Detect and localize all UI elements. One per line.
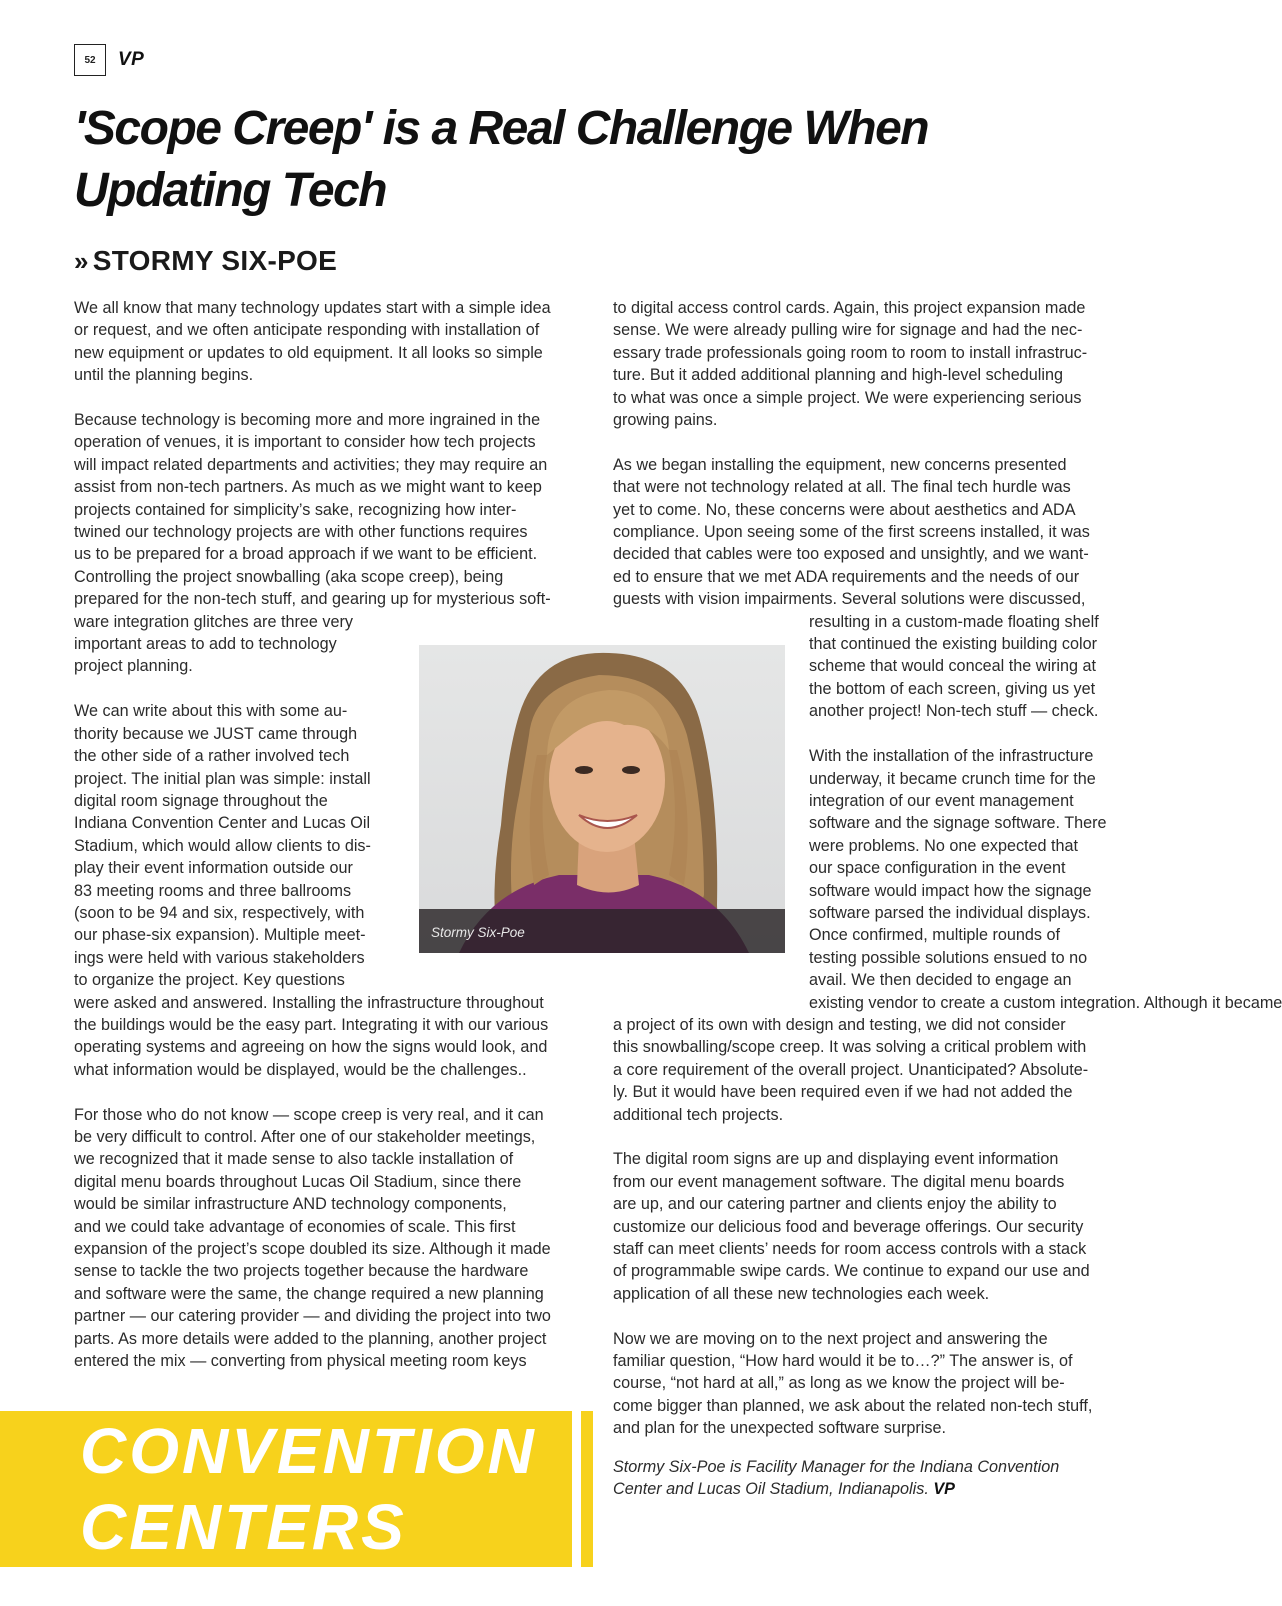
paragraph [74,409,551,678]
headline-line-1: 'Scope Creep' is a Real Challenge When [74,102,929,155]
text-line: and software were the same, the change required a new planning [74,1284,544,1303]
text-line: parts. As more details were added to the planning, another project [74,1329,547,1348]
text-line: twined our technology projects are with other functions requires [74,523,528,542]
text-line: to what was once a simple project. We were experiencing serious [613,388,1082,407]
text-line: staff can meet clients’ needs for room access controls with a stack [613,1240,1087,1259]
text-line: important areas to add to technology [74,635,337,654]
text-line: digital room signage throughout the [74,791,328,810]
paragraph [613,1148,1282,1305]
text-line: underway, it became crunch time for the [809,769,1096,788]
bio-line-text: Center and Lucas Oil Stadium, Indianapolis. [613,1480,929,1499]
text-line: our space configuration in the event [809,859,1066,878]
text-line: Controlling the project snowballing (aka scope creep), being [74,567,504,586]
bio-signoff: VP [933,1480,955,1499]
page-number: 52 [74,44,106,76]
text-line: the buildings would be the easy part. Integrating it with our various [74,1015,549,1034]
text-line: For those who do not know — scope creep is very real, and it can [74,1105,544,1124]
text-line: ed to ensure that we met ADA requirements and the needs of our [613,567,1080,586]
paragraph [613,297,1282,431]
text-line: the bottom of each screen, giving us yet [809,679,1096,698]
text-line: integration of our event management [809,791,1074,810]
text-line: Because technology is becoming more and more ingrained in the [74,411,541,430]
text-line: the other side of a rather involved tech [74,747,350,766]
text-line: and we could take advantage of economies of scale. This first [74,1217,516,1236]
text-line: course, “not hard at all,” as long as we know the project will be- [613,1374,1065,1393]
text-line: ture. But it added additional planning and high-level scheduling [613,366,1063,385]
text-line: As we began installing the equipment, new concerns presented [613,455,1067,474]
author-name: STORMY SIX-POE [92,245,338,276]
text-line: additional tech projects. [613,1105,784,1124]
text-line: resulting in a custom-made floating shelf [809,612,1099,631]
text-line: us to be prepared for a broad approach if we want to be efficient. [74,545,538,564]
text-line: ly. But it would have been required even if we had not added the [613,1083,1073,1102]
text-line: entered the mix — converting from physical meeting room keys [74,1352,527,1371]
author-photo [419,645,785,953]
text-line: ware integration glitches are three very [74,612,353,631]
text-line: expansion of the project’s scope doubled its size. Although it made [74,1240,551,1259]
text-line: sense. We were already pulling wire for signage and had the nec- [613,321,1083,340]
text-line: essary trade professionals going room to room to install infrastruc- [613,343,1088,362]
text-line: digital menu boards throughout Lucas Oil Stadium, since there [74,1172,522,1191]
text-line: would be similar infrastructure AND technology components, [74,1195,507,1214]
text-line: guests with vision impairments. Several solutions were discussed, [613,590,1086,609]
text-line: 83 meeting rooms and three ballrooms [74,881,352,900]
text-line: thority because we JUST came through [74,724,358,743]
text-line: Stadium, which would allow clients to dis- [74,836,371,855]
text-line: familiar question, “How hard would it be to…?” The answer is, of [613,1352,1073,1371]
text-line: Once confirmed, multiple rounds of [809,926,1061,945]
text-line: software and the signage software. There [809,814,1107,833]
text-line: were problems. No one expected that [809,836,1079,855]
text-line: that continued the existing building color [809,635,1097,654]
author-byline [74,245,337,277]
paragraph [613,1328,1282,1440]
paragraph [74,1104,551,1373]
text-line: what information would be displayed, would be the challenges.. [74,1060,527,1079]
article-headline [74,98,1134,222]
text-line: will impact related departments and activities; they may require an [74,455,548,474]
magazine-logo: VP [118,49,145,70]
text-line: growing pains. [613,411,718,430]
text-line: play their event information outside our [74,859,353,878]
text-line: of programmable swipe cards. We continue to expand our use and [613,1262,1090,1281]
author-bio [613,1456,1059,1501]
text-line: application of all these new technologies each week. [613,1284,990,1303]
text-line: ings were held with various stakeholders [74,948,365,967]
text-line: partner — our catering provider — and dividing the project into two [74,1307,551,1326]
text-line: we recognized that it made sense to also tackle installation of [74,1150,514,1169]
text-line: to digital access control cards. Again, this project expansion made [613,299,1086,317]
text-line: We can write about this with some au- [74,702,348,721]
text-line: (soon to be 94 and six, respectively, with [74,903,365,922]
text-line: existing vendor to create a custom integration. Although it became [809,993,1282,1012]
text-line: this snowballing/scope creep. It was solving a critical problem with [613,1038,1087,1057]
text-line: be very difficult to control. After one of our stakeholder meetings, [74,1127,536,1146]
section-title [80,1413,537,1565]
section-title-line-1: CONVENTION [80,1415,537,1487]
paragraph [74,297,551,387]
text-line: testing possible solutions ensued to no [809,948,1088,967]
bio-line [613,1478,1059,1500]
section-title-line-2: CENTERS [80,1491,407,1563]
text-line: The digital room signs are up and displaying event information [613,1150,1059,1169]
text-line: We all know that many technology updates start with a simple idea [74,299,551,317]
text-line: were asked and answered. Installing the infrastructure throughout [74,993,544,1012]
text-line: and plan for the unexpected software surprise. [613,1419,946,1438]
text-line: that were not technology related at all. The final tech hurdle was [613,478,1071,497]
portrait-illustration [419,645,785,953]
byline-chevron-icon: » [74,246,89,276]
text-line: project planning. [74,657,193,676]
text-line: software parsed the individual displays. [809,903,1091,922]
text-line: projects contained for simplicity’s sake, recognizing how inter- [74,500,517,519]
section-accent-bar [581,1411,593,1567]
text-line: another project! Non-tech stuff — check. [809,702,1099,721]
text-line: operating systems and agreeing on how the signs would look, and [74,1038,548,1057]
text-line: new equipment or updates to old equipment. It all looks so simple [74,343,543,362]
text-line: decided that cables were too exposed and unsightly, and we want- [613,545,1089,564]
text-line: sense to tackle the two projects together because the hardware [74,1262,529,1281]
text-line: operation of venues, it is important to consider how tech projects [74,433,536,452]
text-line: a core requirement of the overall project. Unanticipated? Absolute- [613,1060,1089,1079]
text-line: from our event management software. The digital menu boards [613,1172,1065,1191]
text-line: or request, and we often anticipate responding with installation of [74,321,540,340]
text-line: prepared for the non-tech stuff, and gearing up for mysterious soft- [74,590,551,609]
text-line: until the planning begins. [74,366,254,385]
text-line: our phase-six expansion). Multiple meet- [74,926,366,945]
text-line: yet to come. No, these concerns were about aesthetics and ADA [613,500,1076,519]
text-line: software would impact how the signage [809,881,1092,900]
text-line: come bigger than planned, we ask about the related non-tech stuff, [613,1396,1093,1415]
headline-line-2: Updating Tech [74,164,387,217]
text-line: are up, and our catering partner and clients enjoy the ability to [613,1195,1057,1214]
text-line: customize our delicious food and beverage offerings. Our security [613,1217,1084,1236]
text-line: With the installation of the infrastructure [809,747,1094,766]
text-line: compliance. Upon seeing some of the first screens installed, it was [613,523,1090,542]
text-line: project. The initial plan was simple: install [74,769,371,788]
text-line: avail. We then decided to engage an [809,971,1072,990]
text-line: to organize the project. Key questions [74,971,345,990]
text-line: Indiana Convention Center and Lucas Oil [74,814,371,833]
photo-caption: Stormy Six-Poe [431,925,525,940]
text-line: assist from non-tech partners. As much as we might want to keep [74,478,542,497]
bio-line: Stormy Six-Poe is Facility Manager for the Indiana Convention [613,1458,1060,1476]
text-line: Now we are moving on to the next project and answering the [613,1329,1048,1348]
text-line: scheme that would conceal the wiring at [809,657,1097,676]
text-line: a project of its own with design and testing, we did not consider [613,1015,1066,1034]
